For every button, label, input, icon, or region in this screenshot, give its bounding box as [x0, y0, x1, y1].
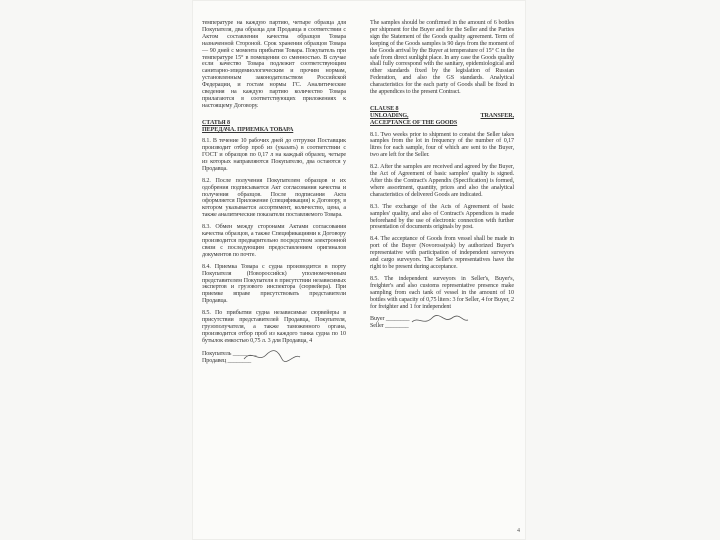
en-clause-title-c: ACCEPTANCE OF THE GOODS: [370, 120, 458, 127]
ru-clause-heading: [202, 120, 346, 134]
en-clause-title-b: TRANSFER,: [480, 113, 514, 120]
ru-intro-paragraph: температуре на каждую партию, четыре образца для Покупателя, два образца для Продавца в соответствии с Актом составления качества образцов Товара назначенной Стороной. Срок хранения образцов Товара — 90 дней с момента прибытия Товара. Покупатель при температуре 15° в помещении со сменностью. В случае если качество Товара подлежит соответствующим санитарно-эпидемиологическим и прочим нормам, установленным законодательством Российской Федерации, и гостам нормы ГС. Аналитические сведения на каждую партию количество Товара прилагаются в соответствующих приложениях к настоящему Договору.: [202, 20, 346, 109]
ru-seller-signature-line: Продавец ________: [202, 357, 252, 364]
en-intro-paragraph: The samples should be confirmed in the amount of 6 bottles per shipment for the Buyer and for the Seller and the Parties sign the Statement of the Goods quality agreement. Term of keeping of the Goods samples is 90 days from the moment of the Goods arrival by the Buyer at temperature of 15° C in the safe from direct sunlight place. In any case the Goods quality shall fully correspond with the sanitary, epidemiological and other standards fixed by the legislation of Russian Federation, and also the GS standards. Analytical characteristics for the each party of Goods shall be fixed in the appendices to the present Contract.: [370, 20, 514, 96]
ru-buyer-signature-line: Покупатель ________: [202, 350, 257, 357]
en-clause-number: CLAUSE 8: [370, 105, 399, 112]
en-clause-heading: [370, 106, 514, 128]
ru-paragraph-8-1: 8.1. В течение 10 рабочих дней до отгрузки Поставщик производит отбор проб из (указать) в соответствии с ГОСТ и образцов по 0,17 л на каждый образец, четыре из которых направляются Покупателю, два остаются у Продавца.: [202, 138, 346, 172]
ru-paragraph-8-2: 8.2. После получения Покупателем образцов и их одобрения подписывается Акт согласования качества и получения образцов. После подписания Акта оформляется Приложение (спецификация) к Договору, в котором указывается ассортимент, количество, цена, а также аналитические показатели поставляемого Товара.: [202, 177, 346, 219]
en-clause-title-line: [370, 113, 514, 120]
en-paragraph-8-2: 8.2. After the samples are received and agreed by the Buyer, the Act of Agreement of basic samples' quality is signed. After this the Contract's Appendix (Specification) is formed, where assortment, quantity, prices and also the analytical characteristics of delivered Goods are indicated.: [370, 164, 514, 198]
en-handwritten-signature: [410, 312, 470, 330]
en-paragraph-8-3: 8.3. The exchange of the Acts of Agreement of basic samples' quality, and also of Contract's Appendices is made beforehand by the use of electronic connection with further presentation of documents originals by post.: [370, 203, 514, 231]
english-column: [370, 20, 514, 330]
ru-handwritten-signature: [242, 347, 302, 365]
en-paragraph-8-5: 8.5. The independent surveyors in Seller's, Buyer's, freighter's and also customs representative presence make sampling from each tank of vessel in the amount of 10 bottles with capacity of 0,75 liters: 3 for Seller, 4 for Buyer, 2 for freighter and 1 for independent: [370, 275, 514, 310]
ru-clause-number: СТАТЬЯ 8: [202, 119, 230, 126]
ru-signature-block: [202, 351, 346, 365]
en-paragraph-8-1: 8.1. Two weeks prior to shipment to consist the Seller takes samples from the lot in frequency of the number of 0,17 litres for each sample, four of which are sent to the Buyer, two are left for the Seller.: [370, 131, 514, 159]
en-seller-signature-line: Seller ________: [370, 323, 409, 330]
contract-page: [192, 0, 526, 540]
page-number: 4: [517, 528, 520, 534]
ru-paragraph-8-4: 8.4. Приемка Товара с судна производится в порту Покупателя (Новороссийск) уполномоченным представителем Покупателя в присутствии независимых экспертов и грузового инспектора (сюрвейера). При приемке вправе присутствовать представители Продавца.: [202, 263, 346, 305]
en-buyer-signature-line: Buyer ________: [370, 316, 410, 323]
ru-clause-title: ПЕРЕДАЧА. ПРИЕМКА ТОВАРА: [202, 126, 294, 133]
russian-column: [202, 20, 346, 364]
ru-paragraph-8-3: 8.3. Обмен между сторонами Актами согласования качества образцов, а также Спецификациями к Договору производится предварительно посредством электронной связи с последующим предоставлением оригиналов документов по почте.: [202, 224, 346, 258]
ru-paragraph-8-5: 8.5. По прибытии судна независимые сюрвейеры в присутствии представителей Продавца, Покупателя, грузополучателя, а также таможенного органа, производится отбор проб из каждого танка судна по 10 бутылок емкостью 0,75 л. 3 для Продавца, 4: [202, 310, 346, 344]
en-clause-title-a: UNLOADING,: [370, 113, 409, 120]
en-paragraph-8-4: 8.4. The acceptance of Goods from vessel shall be made in port of the Buyer (Novorossiysk) by authorized Buyer's representative with participation of independent surveyors and cargo surveyors. The Seller's representatives have the right to be present during acceptance.: [370, 236, 514, 270]
en-signature-block: [370, 316, 514, 330]
